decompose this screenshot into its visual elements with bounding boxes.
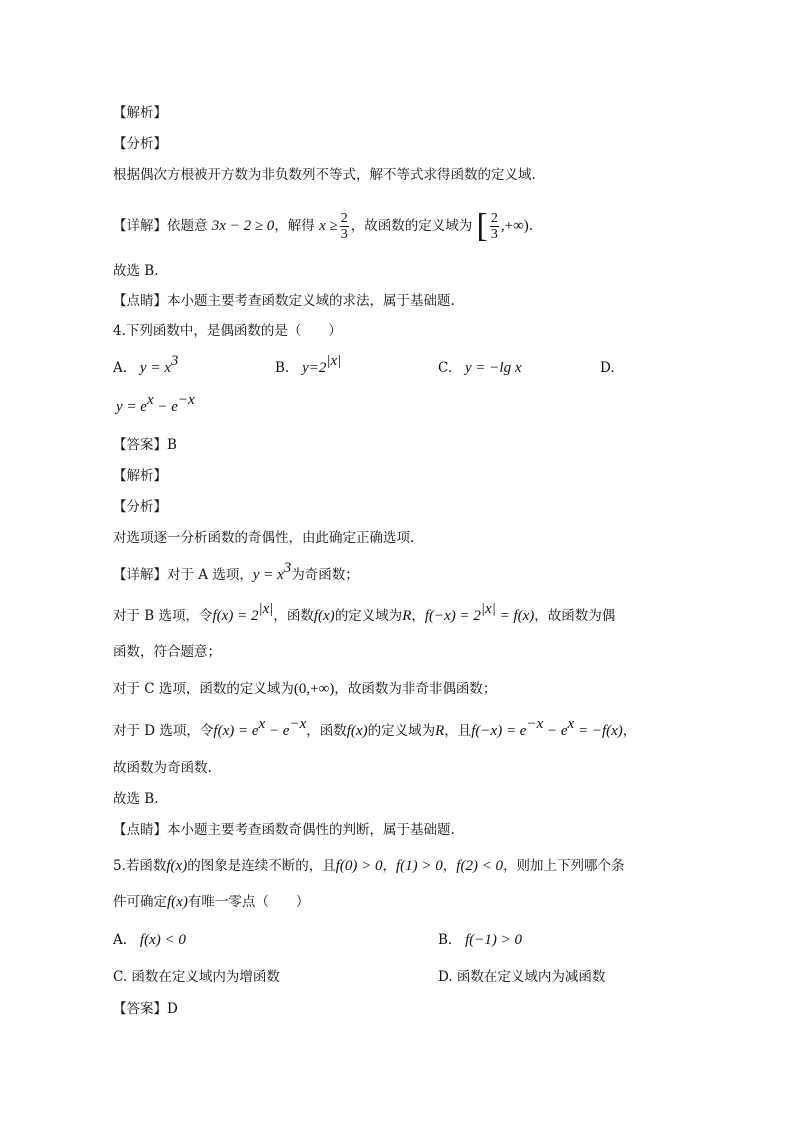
detail-line-d: 对于 D 选项，令$f(x) = e^x - e^{-x}$，函数f(x)的定义域为R，且$f(-x) = e^{-x} - e^x = -f(x)$，	[113, 716, 637, 739]
detail-line-c: 对于 C 选项，函数的定义域为(0,+∞)，故函数为非奇非偶函数；	[113, 681, 497, 697]
detail-line-a: 【详解】对于 A 选项，$y = x^3$为奇函数；	[113, 560, 359, 583]
detail-line-b: 对于 B 选项，令$f(x) = 2^{|x|}$，函数f(x)的定义域为R，$f(-x) = 2^{|x|} = f(x)$，故函数为偶	[113, 601, 616, 624]
review-line: 【点睛】本小题主要考查函数奇偶性的判断，属于基础题.	[113, 822, 455, 838]
analysis-subheading: 【分析】	[113, 499, 167, 515]
analysis-heading: 【解析】	[113, 105, 167, 121]
left-bracket: [	[476, 207, 488, 245]
question-5-stem-cont: 件可确定f(x)有唯一零点（ ）	[113, 894, 310, 910]
option-b: B. f(−1) > 0	[438, 932, 522, 948]
option-d-label: D.	[600, 360, 615, 376]
detail-tag: 【详解】	[113, 218, 167, 234]
option-b: B. $y=2^{|x|}$	[275, 353, 342, 376]
answer-line: 【答案】B	[113, 437, 177, 453]
analysis-text: 对选项逐一分析函数的奇偶性，由此确定正确选项.	[113, 530, 415, 546]
detail-line: 【详解】依题意 3x − 2 ≥ 0，解得 x ≥ $\frac{2}{3}$ ，故函数的定义域为 [ $\frac{2}{3}$ ,+∞).	[113, 207, 534, 245]
question-4-stem: 4.下列函数中，是偶函数的是（ ）	[113, 323, 342, 339]
option-a: A. $y = x^3$	[113, 353, 179, 376]
answer-line: 【答案】D	[113, 1001, 178, 1017]
analysis-subheading: 【分析】	[113, 136, 167, 152]
option-a: A. f(x) < 0	[113, 932, 186, 948]
choose-line: 故选 B.	[113, 263, 159, 279]
option-d-expression: $y = e^x - e^{-x}$	[116, 392, 195, 415]
detail-line-b-cont: 函数，符合题意；	[113, 644, 221, 660]
review-line: 【点睛】本小题主要考查函数定义域的求法，属于基础题.	[113, 293, 455, 309]
inequality: 3x − 2 ≥ 0	[211, 218, 275, 234]
option-d: D. 函数在定义域内为减函数	[438, 969, 606, 985]
analysis-heading: 【解析】	[113, 468, 167, 484]
analysis-text: 根据偶次方根被开方数为非负数列不等式，解不等式求得函数的定义域.	[113, 167, 536, 183]
option-c: C. 函数在定义域内为增函数	[113, 969, 280, 985]
fraction: $\frac{2}{3}$	[490, 211, 498, 242]
option-c: C. y = −lg x	[438, 360, 522, 376]
detail-line-d-cont: 故函数为奇函数.	[113, 760, 212, 776]
fraction: $\frac{2}{3}$	[340, 211, 348, 242]
choose-line: 故选 B.	[113, 791, 159, 807]
question-5-stem: 5.若函数f(x)的图象是连续不断的，且f(0) > 0，f(1) > 0，f(2) < 0，则加上下列哪个条	[113, 858, 625, 874]
